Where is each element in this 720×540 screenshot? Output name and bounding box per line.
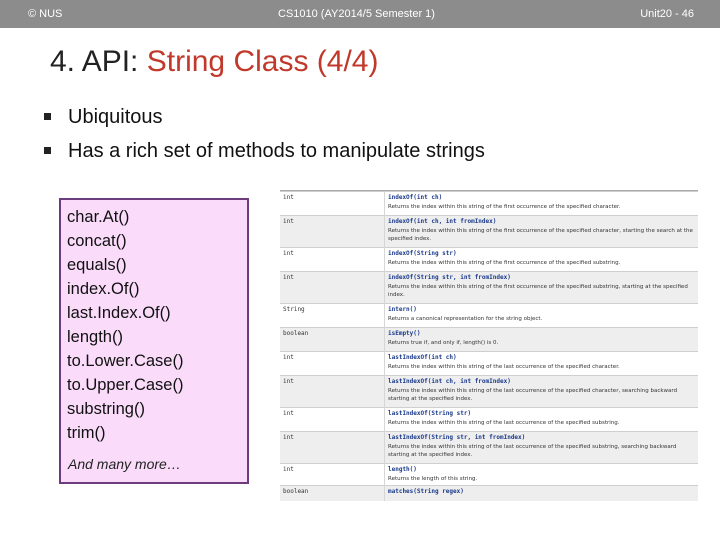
doc-return-type: int xyxy=(283,274,294,281)
doc-method-signature: indexOf(String str, int fromIndex) xyxy=(388,274,511,281)
method-item: trim() xyxy=(67,424,106,442)
doc-method-description: Returns the index within this string of the last occurrence of the specified substring. xyxy=(388,420,620,426)
doc-method-description: Returns true if, and only if, length() is 0. xyxy=(388,340,499,346)
slide-number: Unit20 - 46 xyxy=(640,8,694,20)
title-prefix: 4. API: xyxy=(50,45,147,78)
doc-return-type: int xyxy=(283,466,294,473)
doc-row xyxy=(280,191,698,216)
method-item: substring() xyxy=(67,400,145,418)
bullet-item xyxy=(44,138,485,172)
doc-method-signature: isEmpty() xyxy=(388,330,421,337)
bullet-list xyxy=(44,104,485,172)
api-doc-screenshot xyxy=(280,190,698,501)
doc-method-signature: lastIndexOf(int ch, int fromIndex) xyxy=(388,378,511,385)
doc-row xyxy=(280,271,698,304)
doc-method-signature: intern() xyxy=(388,306,417,313)
doc-return-type: int xyxy=(283,410,294,417)
method-list-box xyxy=(59,198,249,484)
bullet-text: Ubiquitous xyxy=(68,106,163,128)
doc-method-signature: matches(String regex) xyxy=(388,488,464,495)
doc-row xyxy=(280,215,698,248)
method-item: length() xyxy=(67,328,123,346)
slide-header xyxy=(0,0,720,28)
doc-return-type: int xyxy=(283,194,294,201)
doc-method-signature: lastIndexOf(String str, int fromIndex) xyxy=(388,434,526,441)
doc-return-type: int xyxy=(283,434,294,441)
doc-return-type: int xyxy=(283,250,294,257)
doc-method-description: Returns the index within this string of the last occurrence of the specified character. xyxy=(388,364,620,370)
doc-row xyxy=(280,247,698,272)
doc-return-type: boolean xyxy=(283,488,309,495)
doc-row xyxy=(280,407,698,432)
square-bullet-icon xyxy=(44,147,51,154)
square-bullet-icon xyxy=(44,113,51,120)
copyright-label: © NUS xyxy=(28,8,63,20)
doc-return-type: int xyxy=(283,218,294,225)
doc-return-type: boolean xyxy=(283,330,309,337)
doc-method-signature: lastIndexOf(int ch) xyxy=(388,354,457,361)
doc-method-description: Returns the index within this string of the first occurrence of the specified substring. xyxy=(388,260,621,266)
doc-method-signature: indexOf(int ch, int fromIndex) xyxy=(388,218,497,225)
doc-row xyxy=(280,351,698,376)
doc-method-signature: length() xyxy=(388,466,417,473)
doc-row xyxy=(280,375,698,408)
doc-method-description: Returns a canonical representation for the string object. xyxy=(388,316,543,322)
doc-row xyxy=(280,485,698,501)
method-item: concat() xyxy=(67,232,127,250)
doc-row xyxy=(280,431,698,464)
method-item: equals() xyxy=(67,256,127,274)
doc-method-signature: lastIndexOf(String str) xyxy=(388,410,472,417)
doc-method-description: Returns the index within this string of the last occurrence of the specified substring, searching backward starting at the specified index. xyxy=(388,444,677,458)
doc-method-description: Returns the index within this string of the first occurrence of the specified character, starting the search at the specified index. xyxy=(388,228,693,242)
method-item: index.Of() xyxy=(67,280,140,298)
bullet-item xyxy=(44,104,485,138)
title-highlight: String Class (4/4) xyxy=(146,45,379,78)
slide-title xyxy=(50,45,378,79)
doc-method-signature: indexOf(String str) xyxy=(388,250,457,257)
doc-method-description: Returns the index within this string of the first occurrence of the specified character. xyxy=(388,204,621,210)
method-item: char.At() xyxy=(67,208,130,226)
doc-return-type: int xyxy=(283,378,294,385)
more-methods-note: And many more… xyxy=(68,456,181,472)
course-label: CS1010 (AY2014/5 Semester 1) xyxy=(278,8,435,20)
bullet-text: Has a rich set of methods to manipulate strings xyxy=(68,140,485,162)
doc-row xyxy=(280,463,698,486)
doc-method-description: Returns the length of this string. xyxy=(388,476,478,482)
doc-method-description: Returns the index within this string of the last occurrence of the specified character, searching backward starting at the specified index. xyxy=(388,388,678,402)
doc-row xyxy=(280,303,698,328)
method-item: to.Lower.Case() xyxy=(67,352,184,370)
doc-method-description: Returns the index within this string of the first occurrence of the specified substring, starting at the specified index. xyxy=(388,284,688,298)
method-item: to.Upper.Case() xyxy=(67,376,184,394)
doc-return-type: int xyxy=(283,354,294,361)
column-divider xyxy=(384,191,385,501)
method-item: last.Index.Of() xyxy=(67,304,171,322)
doc-return-type: String xyxy=(283,306,305,313)
doc-method-signature: indexOf(int ch) xyxy=(388,194,443,201)
doc-row xyxy=(280,327,698,352)
